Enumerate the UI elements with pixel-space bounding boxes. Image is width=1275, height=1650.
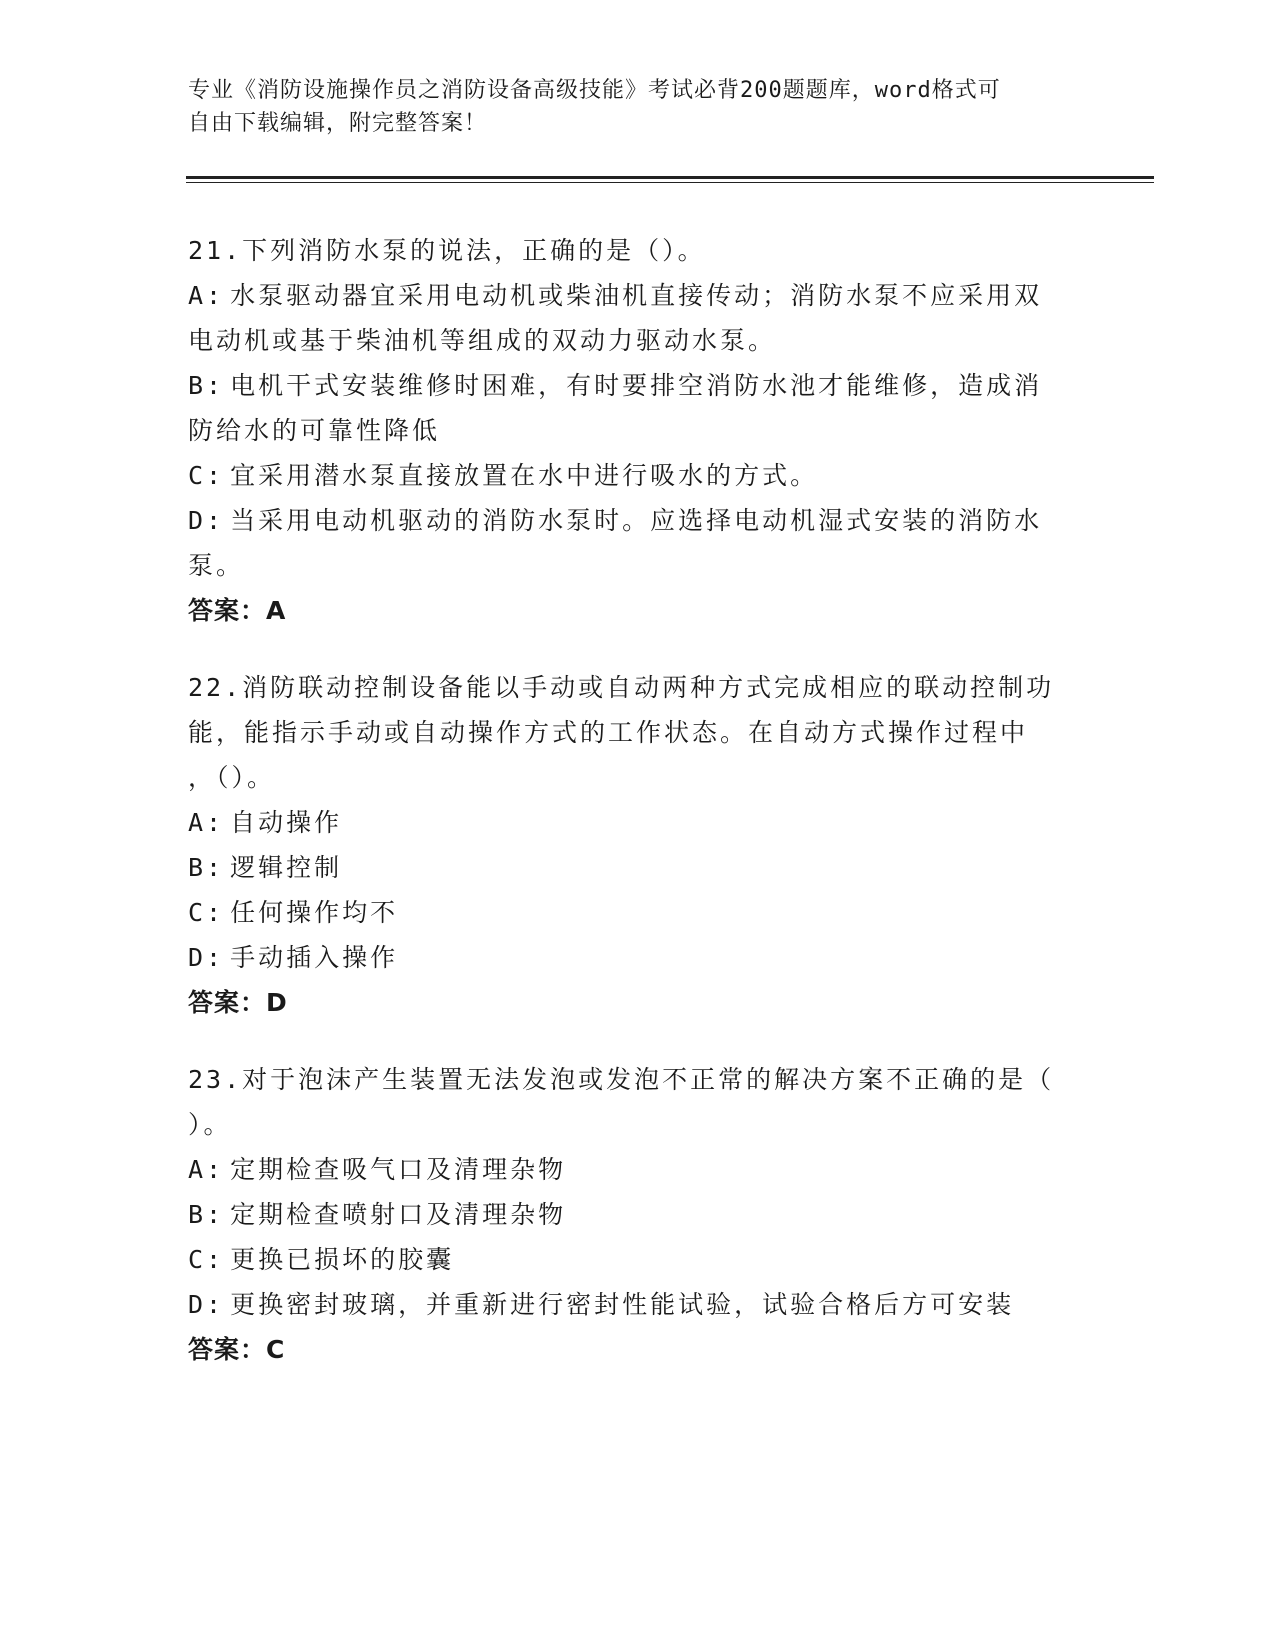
option-text: 更换已损坏的胶囊 <box>230 1245 455 1274</box>
option-text: 逻辑控制 <box>230 853 343 882</box>
option-b <box>188 1192 1088 1237</box>
option-letter: B: <box>188 1200 225 1229</box>
question-stem: 22.消防联动控制设备能以手动或自动两种方式完成相应的联动控制功 <box>188 673 1055 702</box>
option-letter: A: <box>188 281 225 310</box>
option-text: 自动操作 <box>230 808 343 837</box>
option-letter: B: <box>188 371 225 400</box>
option-letter: D: <box>188 1290 225 1319</box>
option-c <box>188 453 1088 498</box>
option-letter: B: <box>188 853 225 882</box>
question-stem: 21.下列消防水泵的说法，正确的是（）。 <box>188 236 706 265</box>
question-21 <box>188 228 1088 633</box>
option-text: 手动插入操作 <box>230 943 399 972</box>
option-letter: C: <box>188 1245 225 1274</box>
option-d-continued: 泵。 <box>188 551 245 580</box>
option-letter: A: <box>188 808 225 837</box>
option-a <box>188 800 1088 845</box>
option-letter: C: <box>188 898 225 927</box>
header-line-1: 专业《消防设施操作员之消防设备高级技能》考试必背200题题库，word格式可 <box>188 78 1001 103</box>
option-letter: D: <box>188 943 225 972</box>
option-letter: C: <box>188 461 225 490</box>
question-stem: 23.对于泡沫产生装置无法发泡或发泡不正常的解决方案不正确的是（ <box>188 1065 1055 1094</box>
option-text: 更换密封玻璃，并重新进行密封性能试验，试验合格后方可安装 <box>230 1290 1015 1319</box>
header-rule-thin <box>186 182 1154 183</box>
option-text: 当采用电动机驱动的消防水泵时。应选择电动机湿式安装的消防水 <box>230 506 1043 535</box>
question-stem-continued: ，（）。 <box>188 763 276 792</box>
option-c <box>188 1237 1088 1282</box>
option-b-continued: 防给水的可靠性降低 <box>188 416 441 445</box>
answer-label: 答案：D <box>188 988 288 1017</box>
question-stem-continued: ）。 <box>188 1110 232 1139</box>
question-stem-continued: 能，能指示手动或自动操作方式的工作状态。在自动方式操作过程中 <box>188 718 1029 747</box>
option-d <box>188 935 1088 980</box>
option-letter: A: <box>188 1155 225 1184</box>
header-line-2: 自由下载编辑，附完整答案！ <box>188 111 488 136</box>
option-text: 电机干式安装维修时困难，有时要排空消防水池才能维修，造成消 <box>230 371 1043 400</box>
answer-label: 答案：C <box>188 1335 286 1364</box>
option-text: 宜采用潜水泵直接放置在水中进行吸水的方式。 <box>230 461 819 490</box>
option-a <box>188 1147 1088 1192</box>
option-c <box>188 890 1088 935</box>
option-text: 定期检查吸气口及清理杂物 <box>230 1155 567 1184</box>
option-b <box>188 845 1088 890</box>
option-a <box>188 273 1088 318</box>
question-22 <box>188 665 1088 1025</box>
header-rule-thick <box>186 176 1154 179</box>
option-letter: D: <box>188 506 225 535</box>
document-header <box>188 74 1068 140</box>
option-text: 定期检查喷射口及清理杂物 <box>230 1200 567 1229</box>
option-a-continued: 电动机或基于柴油机等组成的双动力驱动水泵。 <box>188 326 777 355</box>
option-text: 任何操作均不 <box>230 898 399 927</box>
answer-label: 答案：A <box>188 596 287 625</box>
option-text: 水泵驱动器宜采用电动机或柴油机直接传动；消防水泵不应采用双 <box>230 281 1043 310</box>
question-23 <box>188 1057 1088 1372</box>
option-d <box>188 498 1088 543</box>
option-d <box>188 1282 1088 1327</box>
option-b <box>188 363 1088 408</box>
